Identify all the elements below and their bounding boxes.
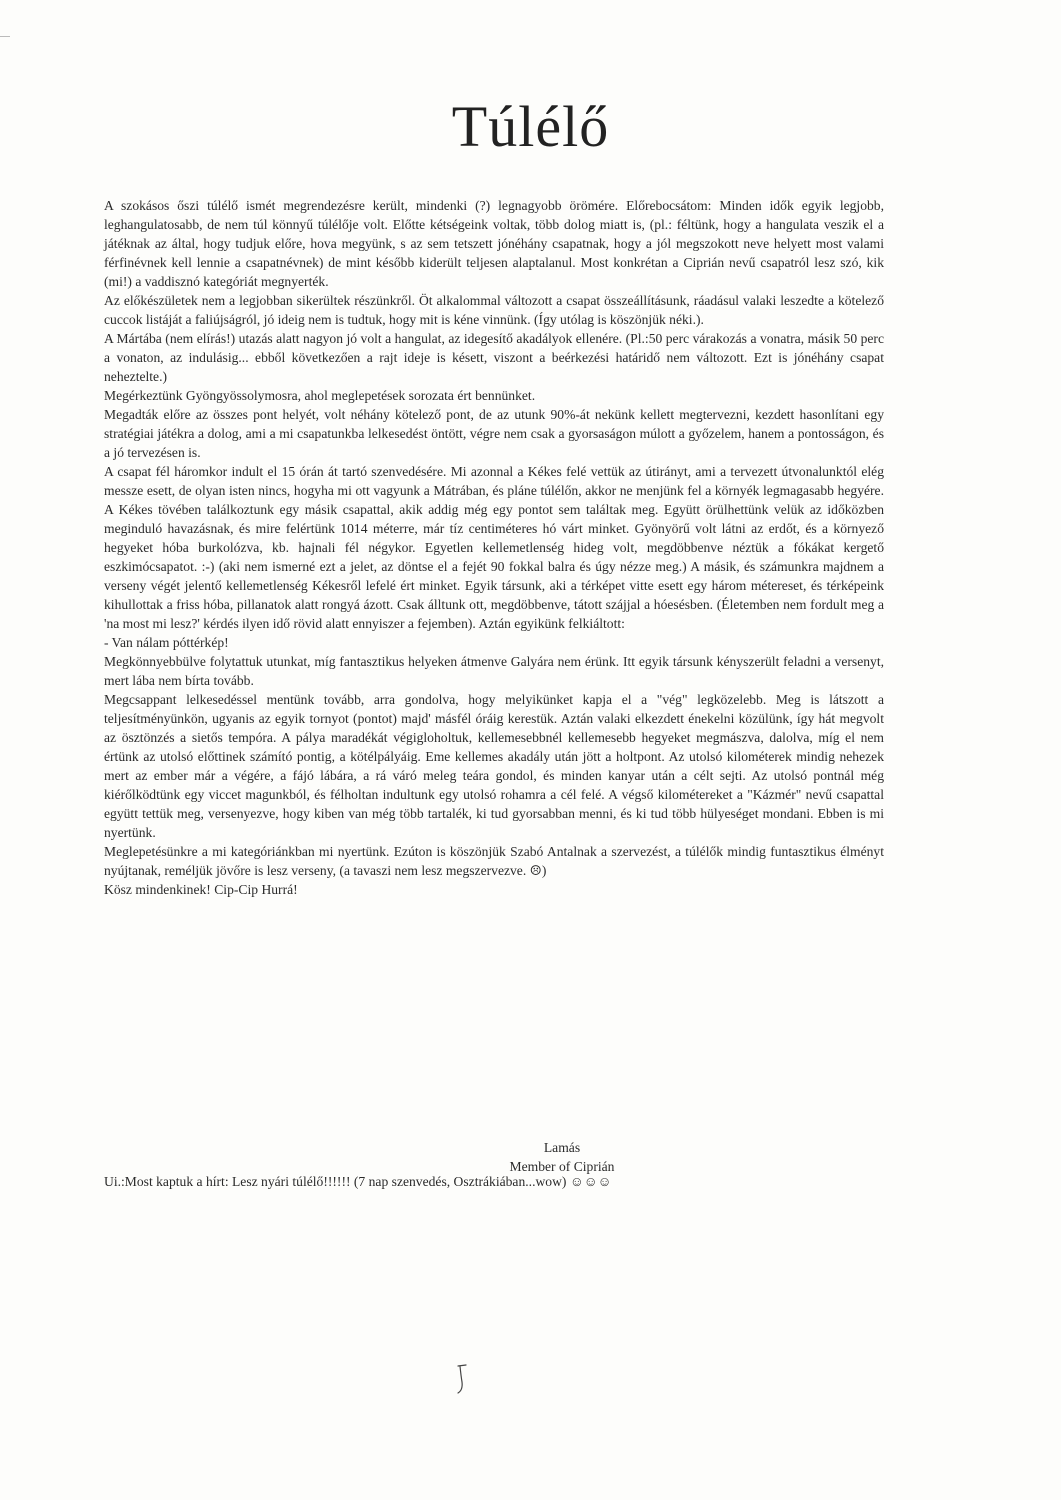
paragraph-finish: Megcsappant lelkesedéssel mentünk tovább, arra gondolva, hogy melyikünket kapja el a "vég" legközelebb. Meg is látszott a teljesítményünkön, ugyanis az egyik tornyot (pontot) majd' másfél óráig kerestük. Aztán valaki elkezdett énekelni közülünk, így hát megvolt az ösztönzés a sietős tempóra. A pálya maradékát végigloholtuk, kellemesebbnél kellemesebb hegyeket megmászva, dalolva, míg el nem értünk az utolsó előttinek számító pontig, a kötélpályáig. Eme kellemes akadály után jött a holtpont. Az utolsó kilométerek mindig nehezek mert az ember már a végére, a fájó lábára, a rá váró meleg teára gondol, és minden kanyar után a célt sejti. Az utolsó pontnál még kiérőlködtünk egy viccet magunkból, és félholtan indultunk egy utolsó rohamra a cél felé. A végső kilométereket a "Kázmér" nevű csapattal együtt tettük meg, versenyezve, hogy kiben van még több tartalék, ki tud gyorsabban menni, és ki tud több hülyeséget mondani. Ebben is mi nyertünk.: [104, 692, 884, 840]
paragraph-intro: A szokásos őszi túlélő ismét megrendezésre került, mindenki (?) legnagyobb örömére. Előrebocsátom: Minden idők egyik legjobb, leghangulatosabb, de nem túl könnyű túlélője volt. Előtte kétségeink voltak, több dolog miatt is, (pl.: féltünk, hogy a hangulata veszik el a játéknak az által, hogy tudjuk előre, hova megyünk, s az sem tetszett jónéhány csapatnak, hogy a jól megszokott neve helyett most valami férfinévnek kell lennie a csapatnévnek) de mint később kiderült teljesen alaptalanul. Most konkrétan a Ciprián nevű csapatról lesz szó, kik (mi!) a vaddisznó kategóriát megnyerték.: [104, 198, 884, 289]
paragraph-result: Meglepetésünkre a mi kategóriánkban mi nyertünk. Ezúton is köszönjük Szabó Antalnak a szervezést, a túlélők mindig funtasztikus élményt nyújtanak, reméljük jövőre is lesz verseny, (a tavaszi nem lesz megszervezve. ☹): [104, 844, 884, 878]
scan-edge-mark: [0, 36, 10, 37]
paragraph-kekes: A csapat fél háromkor indult el 15 órán át tartó szenvedésére. Mi azonnal a Kékes felé vettük az útirányt, ami a tervezett útvonalunktól elég messze esett, de olyan isten nincs, hogyha mi ott vagyunk a Mátrában, és pláne túlélőn, akkor ne menjünk fel a környék legmagasabb hegyére. A Kékes tövében találkoztunk egy másik csapattal, akik addig még egy pontot sem találtak meg. Együtt örülhettünk velük az időközben meginduló havazásnak, és mire felértünk 1014 méterre, már tíz centiméteres hó várt minket. Gyönyörű volt látni az erdőt, és a környező hegyeket hóba burkolózva, kb. hajnali fél négykor. Egyetlen kellemetlenség hideg volt, megdöbbenve néztük a fókákat kergető eszkimócsapatot. :-) (aki nem ismerné ezt a jelet, az döntse el a fejét 90 fokkal balra és úgy nézze meg.) A másik, és számunkra majdnem a verseny végét jelentő kellemetlenség Kékesről lefelé ért minket. Egyik társunk, aki a térképet vitte esett egy három métereset, és térképeink kihullottak a friss hóba, pillanatok alatt rongyá ázott. Csak álltunk ott, megdöbbenve, tátott szájjal a hóesésben. (Életemben nem fordult meg a 'na most mi lesz?' kérdés ilyen idő rövid alatt ennyiszer a fejemben). Aztán egyikünk felkiáltott:: [104, 464, 884, 631]
paragraph-arrival: Megérkeztünk Gyöngyössolymosra, ahol meglepetések sorozata ért bennünket.: [104, 388, 536, 403]
postscript: Ui.:Most kaptuk a hírt: Lesz nyári túlélő!!!!!! (7 nap szenvedés, Osztrákiában...wow) ☺☺☺: [104, 1174, 612, 1189]
paragraph-rules: Megadták előre az összes pont helyét, volt néhány kötelező pont, de az utunk 90%-át nekünk kellett megtervezni, kezdett hasonlítani egy stratégiai játékra a dolog, ami a mi csapatunkba lelkesedést öntött, végre nem csak a gyorsaságon múlott a győzelem, hanem a pontosságon, és a jó tervezésen is.: [104, 407, 884, 460]
document-title: Túlélő: [451, 94, 610, 159]
paragraph-quote: - Van nálam póttérkép!: [104, 635, 229, 650]
signature-role: Member of Ciprián: [509, 1159, 615, 1174]
paragraph-thanks: Kösz mindenkinek! Cip-Cip Hurrá!: [104, 882, 298, 897]
paragraph-preparations: Az előkészületek nem a legjobban sikerültek részünkről. Öt alkalommal változott a csapat összeállításunk, ráadásul valaki leszedte a kötelező cuccok listáját a faliújságról, jó ideig nem is tudtuk, hogy mit is kéne vinnünk. (Így utólag is köszönjük néki.).: [104, 293, 884, 327]
handwritten-mark: [452, 1362, 472, 1396]
signature-block: [492, 1138, 632, 1176]
paragraph-galya: Megkönnyebbülve folytattuk utunkat, míg fantasztikus helyeken átmenve Galyára nem érünk. Itt egyik társunk kényszerült feladni a versenyt, mert lába nem bírta tovább.: [104, 654, 884, 688]
article-body: [104, 196, 884, 899]
signature-name: Lamás: [543, 1140, 581, 1155]
paragraph-travel: A Mártába (nem elírás!) utazás alatt nagyon jó volt a hangulat, az idegesítő akadályok ellenére. (Pl.:50 perc várakozás a vonatra, másik 50 perc a vonaton, az indulásig... ebből következően a rajt ideje is késett, viszont a beérkezési határidő nem változott. Ezt is jónéhány csapat neheztelte.): [104, 331, 884, 384]
